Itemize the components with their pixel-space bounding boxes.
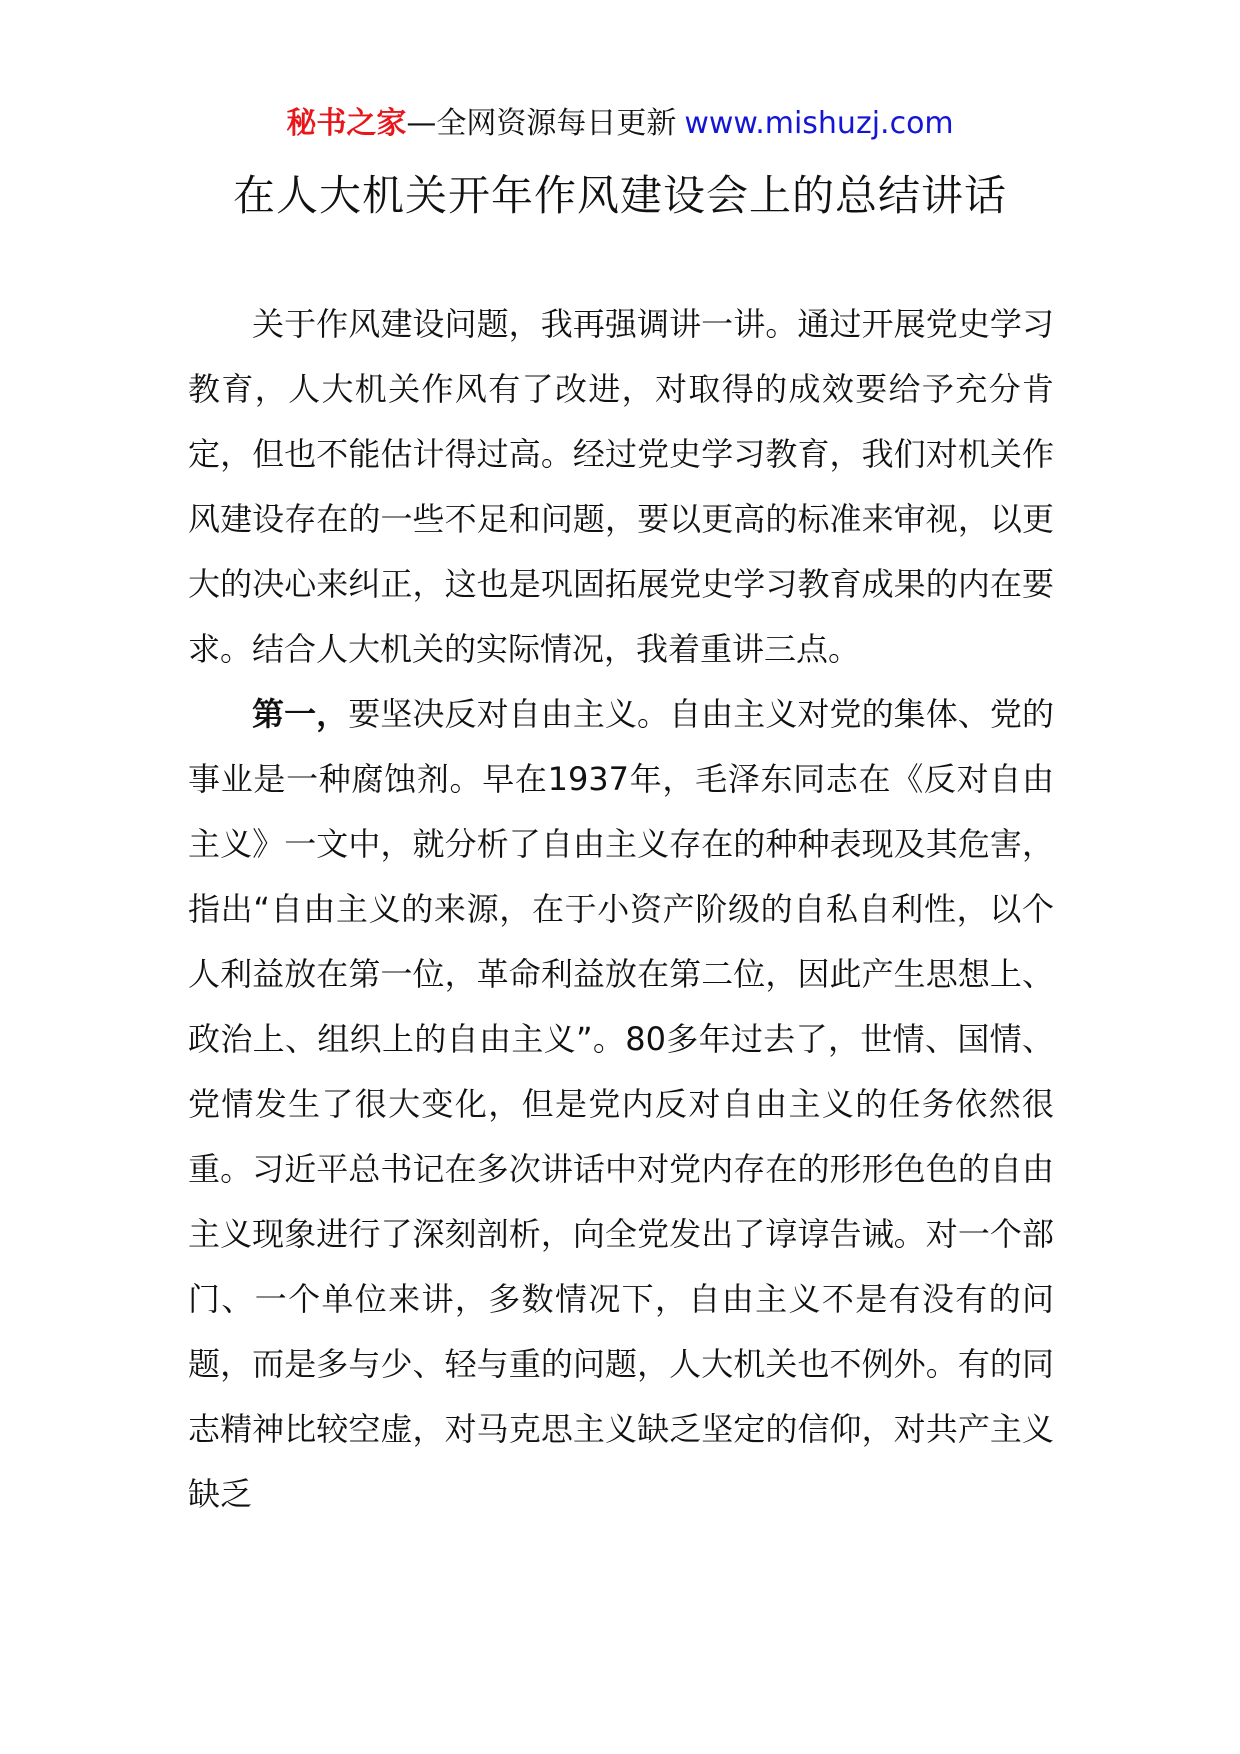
document-body bbox=[188, 292, 1054, 1527]
header-banner bbox=[0, 104, 1240, 144]
paragraph-text: 关于作风建设问题，我再强调讲一讲。通过开展党史学习教育，人大机关作风有了改进，对取得的成效要给予充分肯定，但也不能估计得过高。经过党史学习教育，我们对机关作风建设存在的一些不足和问题，要以更高的标准来审视，以更大的决心来纠正，这也是巩固拓展党史学习教育成果的内在要求。结合人大机关的实际情况，我着重讲三点。 bbox=[188, 305, 1054, 668]
site-link[interactable]: www.mishuzj.com bbox=[684, 106, 954, 141]
paragraph-text: 要坚决反对自由主义。自由主义对党的集体、党的事业是一种腐蚀剂。早在1937年，毛泽东同志在《反对自由主义》一文中，就分析了自由主义存在的种种表现及其危害，指出“自由主义的来源，在于小资产阶级的自私自利性，以个人利益放在第一位，革命利益放在第二位，因此产生思想上、政治上、组织上的自由主义”。80多年过去了，世情、国情、党情发生了很大变化，但是党内反对自由主义的任务依然很重。习近平总书记在多次讲话中对党内存在的形形色色的自由主义现象进行了深刻剖析，向全党发出了谆谆告诫。对一个部门、一个单位来讲，多数情况下，自由主义不是有没有的问题，而是多与少、轻与重的问题，人大机关也不例外。有的同志精神比较空虚，对马克思主义缺乏坚定的信仰，对共产主义缺乏 bbox=[188, 695, 1054, 1513]
paragraph-point-one bbox=[188, 682, 1054, 1527]
brand-name: 秘书之家 bbox=[286, 106, 407, 141]
header-tagline: —全网资源每日更新 bbox=[406, 106, 677, 141]
document-title: 在人大机关开年作风建设会上的总结讲话 bbox=[232, 171, 1007, 220]
paragraph-lead: 第一， bbox=[252, 695, 349, 733]
paragraph-intro bbox=[188, 292, 1054, 682]
